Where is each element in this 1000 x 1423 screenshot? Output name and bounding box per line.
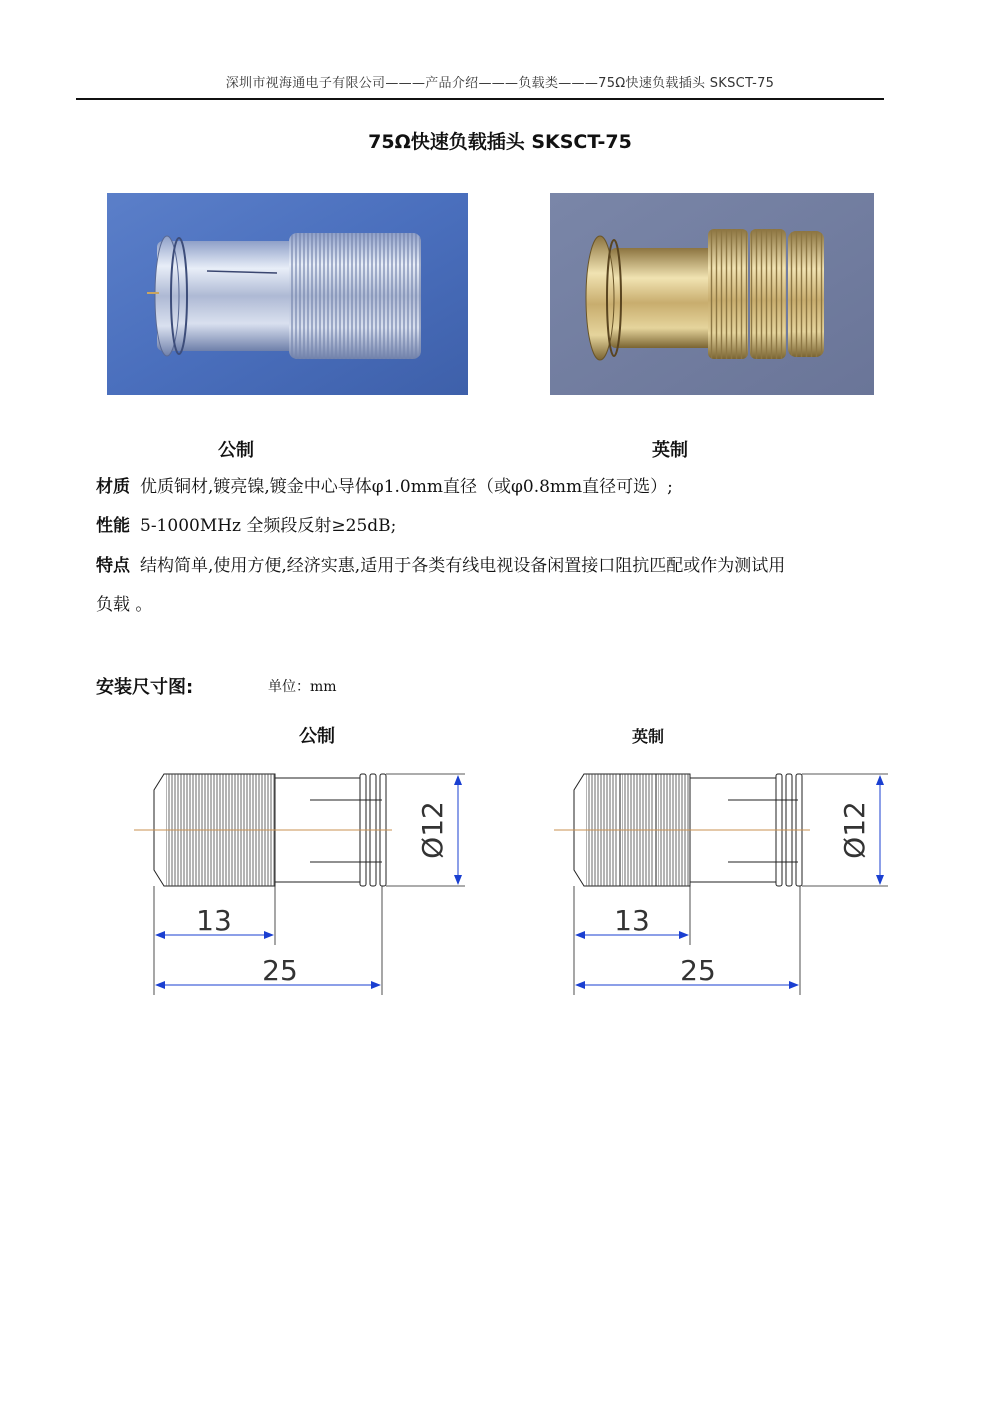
imperial-diameter-label: Ø12	[838, 801, 871, 859]
install-heading: 安装尺寸图:	[96, 677, 194, 698]
imperial-drawing-caption: 英制	[632, 727, 665, 746]
metric-dimension-drawing	[120, 760, 500, 1000]
material-label: 材质	[96, 477, 130, 497]
running-header: 深圳市视海通电子有限公司———产品介绍———负载类———75Ω快速负载插头 SKSCT-75	[225, 76, 775, 91]
material-line	[96, 475, 936, 499]
material-text: 优质铜材,镀亮镍,镀金中心导体φ1.0mm直径（或φ0.8mm直径可选）;	[140, 477, 673, 497]
imperial-dim-long: 25	[680, 954, 716, 987]
feature-text: 结构简单,使用方便,经济实惠,适用于各类有线电视设备闲置接口阻抗匹配或作为测试用	[140, 556, 786, 576]
metric-plug-photo	[107, 193, 468, 395]
imperial-dim-short: 13	[614, 904, 650, 937]
performance-text: 5-1000MHz 全频段反射≥25dB;	[140, 516, 397, 536]
feature-line-cont: 负载 。	[96, 595, 153, 615]
feature-line	[96, 554, 936, 578]
performance-line	[96, 514, 936, 538]
imperial-dimension-drawing	[540, 760, 920, 1000]
page-title: 75Ω快速负载插头 SKSCT-75	[368, 131, 632, 153]
metric-diameter-label: Ø12	[416, 801, 449, 859]
feature-label: 特点	[96, 556, 130, 576]
imperial-photo-caption: 英制	[652, 440, 688, 461]
metric-drawing-caption: 公制	[299, 726, 335, 747]
install-unit: 单位：mm	[268, 679, 337, 695]
header-rule	[76, 98, 884, 100]
performance-label: 性能	[96, 516, 130, 536]
metric-dim-long: 25	[262, 954, 298, 987]
metric-dim-short: 13	[196, 904, 232, 937]
metric-photo-caption: 公制	[218, 440, 254, 461]
imperial-plug-photo	[550, 193, 874, 395]
